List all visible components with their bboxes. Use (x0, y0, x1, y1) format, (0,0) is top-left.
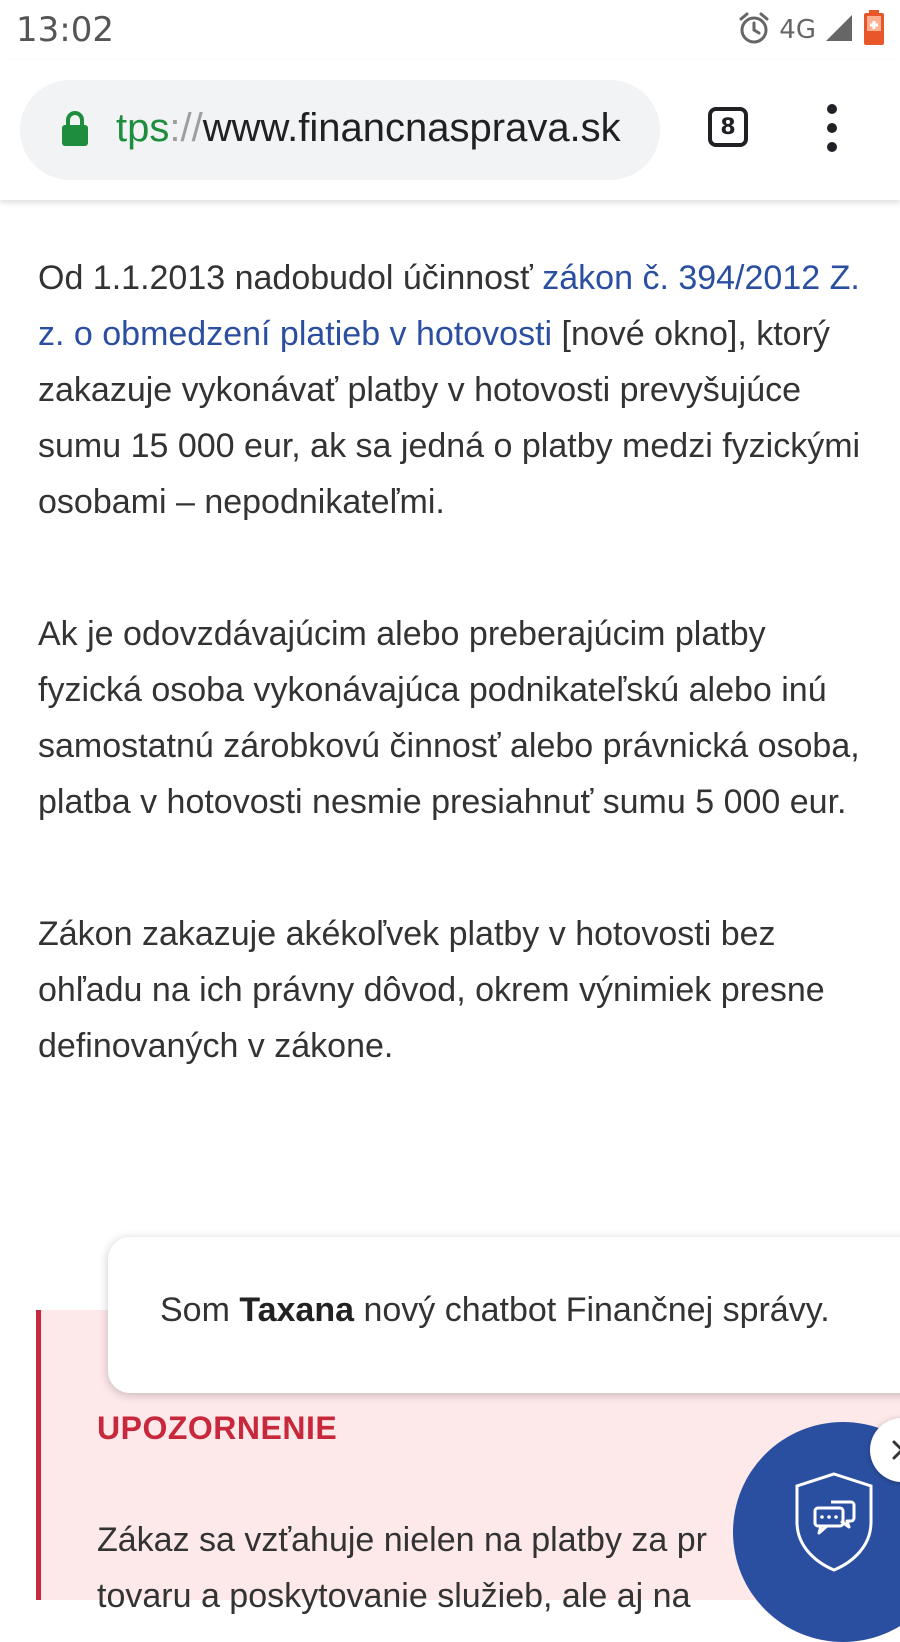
url-text (116, 106, 621, 151)
address-bar[interactable] (20, 80, 660, 180)
menu-icon[interactable] (812, 104, 852, 152)
alarm-icon (737, 11, 771, 50)
url-scheme: tps (116, 106, 170, 150)
tab-switcher-button[interactable]: 8 (708, 107, 748, 147)
chatbot-bubble-text (160, 1291, 830, 1330)
warning-text-line-1: Zákaz sa vzťahuje nielen na platby za pr (97, 1521, 707, 1559)
p1-text-after: [nové okno], ktorý zakazuje vykonávať platby v hotovosti prevyšujúce sumu 15 000 eur, ak sa jedná o platby medzi fyzickými osobami – nepodnikateľmi. (38, 315, 861, 521)
chatbot-bubble[interactable] (108, 1237, 900, 1393)
bubble-text-after: nový chatbot Finančnej správy. (354, 1291, 830, 1329)
status-time: 13:02 (16, 10, 114, 50)
chat-shield-icon (793, 1470, 875, 1579)
url-separator: :// (169, 106, 203, 150)
network-type: 4G (779, 15, 816, 45)
p1-text-before: Od 1.1.2013 nadobudol účinnosť (38, 259, 543, 297)
url-host: www.financnasprava.sk (202, 106, 621, 150)
paragraph-2: Ak je odovzdávajúcim alebo preberajúcim platby fyzická osoba vykonávajúca podnikateľskú alebo inú samostatnú zárobkovú činnosť alebo právnická osoba, platba v hotovosti nesmie presiahnuť sumu 5 000 eur. (38, 615, 860, 821)
law-link[interactable]: zákon č. 394/2012 Z. z. o obmedzení platieb v hotovosti (38, 259, 860, 353)
status-icons (737, 10, 886, 50)
article-content (38, 250, 878, 1150)
lock-icon (60, 110, 90, 153)
chatbot-name: Taxana (239, 1291, 355, 1329)
bubble-text-before: Som (160, 1291, 240, 1329)
warning-text-line-2: tovaru a poskytovanie služieb, ale aj na (97, 1577, 691, 1615)
browser-toolbar (0, 60, 900, 200)
warning-title: UPOZORNENIE (97, 1410, 338, 1446)
paragraph-3: Zákon zakazuje akékoľvek platby v hotovosti bez ohľadu na ich právny dôvod, okrem výnimiek presne definovaných v zákone. (38, 915, 825, 1065)
status-bar (0, 0, 900, 60)
paragraph-1 (38, 250, 878, 530)
signal-icon (824, 13, 854, 48)
battery-icon (862, 10, 886, 51)
